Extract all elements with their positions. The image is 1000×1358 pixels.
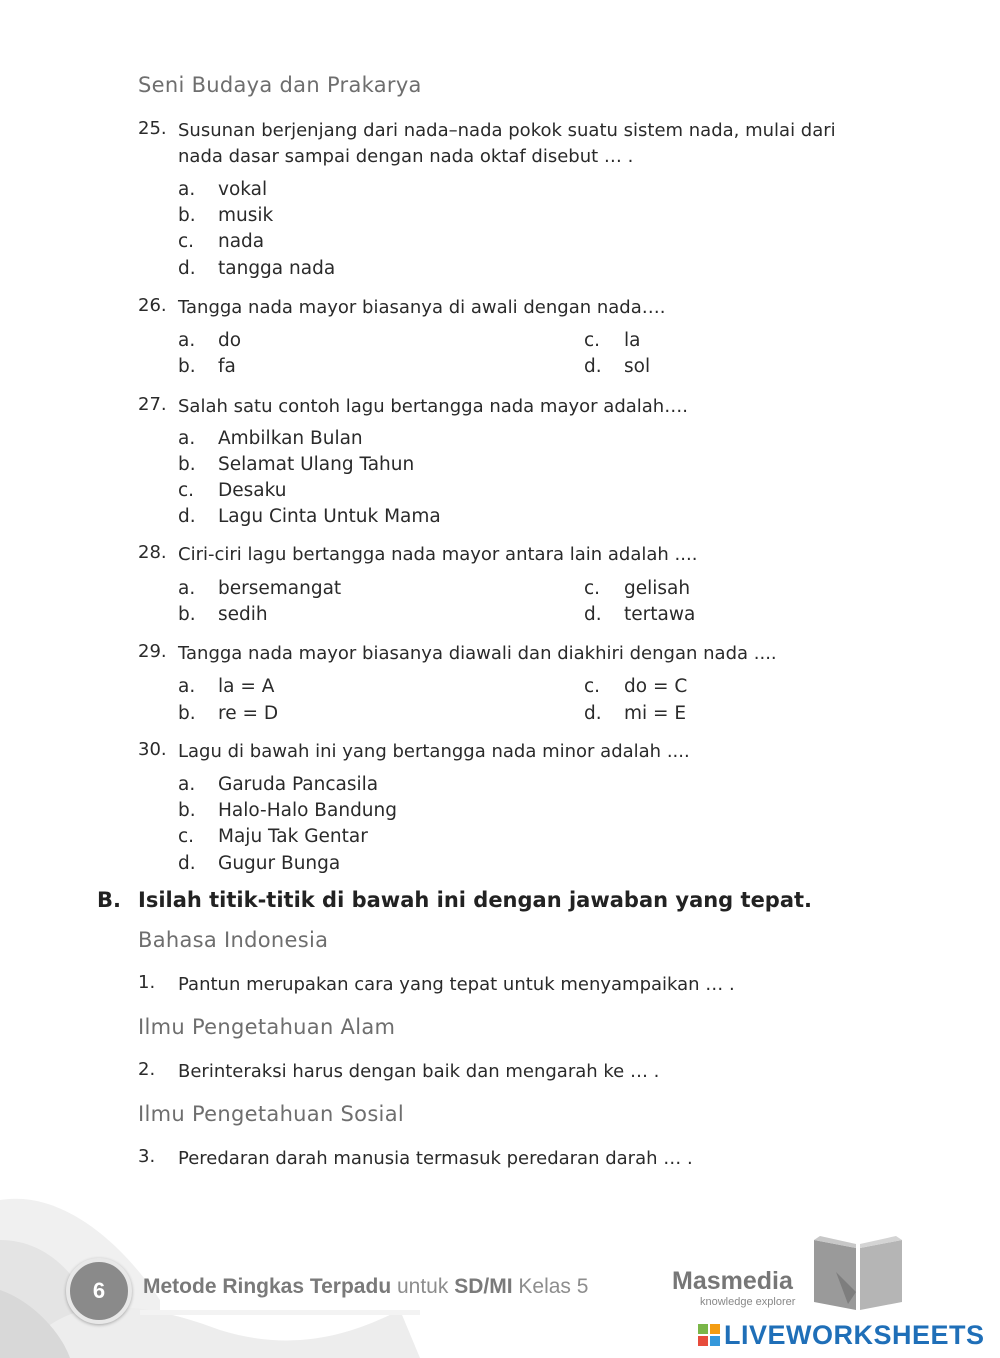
option-29d[interactable]: [584, 703, 686, 724]
open-book-logo-icon: [808, 1232, 908, 1312]
question-number: 26.: [138, 295, 167, 316]
section-b-instruction: Isilah titik-titik di bawah ini dengan jawaban yang tepat.: [138, 888, 813, 912]
question-number: 25.: [138, 118, 167, 139]
option-25d[interactable]: [178, 258, 335, 279]
option-29c[interactable]: [584, 676, 687, 697]
page-number: 6: [66, 1258, 132, 1324]
book-title-grade: Kelas 5: [512, 1275, 589, 1298]
option-26a[interactable]: [178, 330, 241, 351]
option-letter: b.: [178, 604, 196, 625]
option-26c[interactable]: [584, 330, 640, 351]
question-text-line1: Susunan berjenjang dari nada–nada pokok suatu sistem nada, mulai dari: [178, 120, 836, 141]
option-letter: d.: [584, 604, 602, 625]
option-text: vokal: [218, 179, 268, 200]
option-27a[interactable]: [178, 428, 363, 449]
option-letter: c.: [584, 578, 601, 599]
option-28b[interactable]: [178, 604, 268, 625]
option-text: la: [624, 330, 641, 351]
option-27d[interactable]: [178, 506, 441, 527]
option-27b[interactable]: [178, 454, 414, 475]
question-number: 28.: [138, 542, 167, 563]
option-letter: c.: [178, 826, 195, 847]
option-text: gelisah: [624, 578, 691, 599]
question-text: Peredaran darah manusia termasuk peredaran darah … .: [178, 1148, 693, 1169]
subject-ipa: Ilmu Pengetahuan Alam: [138, 1015, 396, 1039]
option-letter: b.: [178, 205, 196, 226]
option-29a[interactable]: [178, 676, 274, 697]
option-26d[interactable]: [584, 356, 650, 377]
option-letter: a.: [178, 774, 196, 795]
option-text: la = A: [218, 676, 275, 697]
option-letter: c.: [178, 231, 195, 252]
option-letter: a.: [178, 578, 196, 599]
option-letter: a.: [178, 676, 196, 697]
option-27c[interactable]: [178, 480, 286, 501]
option-letter: d.: [584, 356, 602, 377]
option-text: Lagu Cinta Untuk Mama: [218, 506, 441, 527]
option-30a[interactable]: [178, 774, 378, 795]
liveworksheets-watermark[interactable]: LIVEWORKSHEETS: [724, 1320, 985, 1350]
option-letter: c.: [584, 330, 601, 351]
option-text: Gugur Bunga: [218, 853, 341, 874]
option-25b[interactable]: [178, 205, 273, 226]
question-number: 1.: [138, 972, 156, 993]
question-text: Ciri-ciri lagu bertangga nada mayor antara lain adalah ....: [178, 544, 698, 565]
option-letter: a.: [178, 179, 196, 200]
option-text: Selamat Ulang Tahun: [218, 454, 415, 475]
option-letter: d.: [178, 506, 196, 527]
option-text: tertawa: [624, 604, 696, 625]
option-text: Maju Tak Gentar: [218, 826, 368, 847]
option-text: tangga nada: [218, 258, 336, 279]
question-text: Salah satu contoh lagu bertangga nada mayor adalah….: [178, 396, 688, 417]
question-number: 30.: [138, 739, 167, 760]
subject-ips: Ilmu Pengetahuan Sosial: [138, 1102, 404, 1126]
question-number: 29.: [138, 641, 167, 662]
option-letter: a.: [178, 330, 196, 351]
question-text: Pantun merupakan cara yang tepat untuk menyampaikan … .: [178, 974, 735, 995]
option-letter: b.: [178, 703, 196, 724]
option-text: musik: [218, 205, 274, 226]
option-text: fa: [218, 356, 236, 377]
option-text: do = C: [624, 676, 688, 697]
publisher-brand: Masmedia: [672, 1267, 793, 1295]
option-text: bersemangat: [218, 578, 342, 599]
publisher-tagline: knowledge explorer: [700, 1296, 796, 1308]
question-number: 3.: [138, 1146, 156, 1167]
option-30d[interactable]: [178, 853, 340, 874]
book-title-main: Metode Ringkas Terpadu: [143, 1275, 392, 1298]
option-letter: b.: [178, 800, 196, 821]
option-text: do: [218, 330, 242, 351]
question-text-line2: nada dasar sampai dengan nada oktaf disebut … .: [178, 146, 634, 167]
option-text: Halo-Halo Bandung: [218, 800, 398, 821]
option-text: sedih: [218, 604, 268, 625]
option-letter: b.: [178, 356, 196, 377]
liveworksheets-logo-icon: [698, 1324, 720, 1346]
option-28d[interactable]: [584, 604, 695, 625]
option-text: mi = E: [624, 703, 687, 724]
option-letter: a.: [178, 428, 196, 449]
option-28a[interactable]: [178, 578, 341, 599]
option-30c[interactable]: [178, 826, 368, 847]
option-30b[interactable]: [178, 800, 397, 821]
option-text: Ambilkan Bulan: [218, 428, 363, 449]
question-text: Lagu di bawah ini yang bertangga nada minor adalah ....: [178, 741, 690, 762]
question-text: Berinteraksi harus dengan baik dan mengarah ke … .: [178, 1061, 660, 1082]
option-text: nada: [218, 231, 265, 252]
option-text: Garuda Pancasila: [218, 774, 379, 795]
option-letter: d.: [178, 853, 196, 874]
section-b-label: B.: [97, 888, 121, 912]
option-25c[interactable]: [178, 231, 264, 252]
option-letter: b.: [178, 454, 196, 475]
option-text: Desaku: [218, 480, 287, 501]
decorative-corner-swirl: [0, 1180, 420, 1358]
option-text: re = D: [218, 703, 279, 724]
book-title-level: SD/MI: [454, 1275, 513, 1298]
question-number: 27.: [138, 394, 167, 415]
subject-bahasa-indonesia: Bahasa Indonesia: [138, 928, 329, 952]
book-title: [143, 1275, 588, 1299]
option-text: sol: [624, 356, 651, 377]
option-28c[interactable]: [584, 578, 690, 599]
option-letter: d.: [178, 258, 196, 279]
question-text: Tangga nada mayor biasanya di awali dengan nada….: [178, 297, 666, 318]
option-letter: c.: [178, 480, 195, 501]
option-26b[interactable]: [178, 356, 236, 377]
book-title-rest: untuk: [391, 1275, 455, 1298]
option-29b[interactable]: [178, 703, 278, 724]
question-text: Tangga nada mayor biasanya diawali dan diakhiri dengan nada ....: [178, 643, 777, 664]
option-letter: c.: [584, 676, 601, 697]
option-letter: d.: [584, 703, 602, 724]
question-number: 2.: [138, 1059, 156, 1080]
section-subject-title: Seni Budaya dan Prakarya: [138, 73, 422, 97]
option-25a[interactable]: [178, 179, 267, 200]
